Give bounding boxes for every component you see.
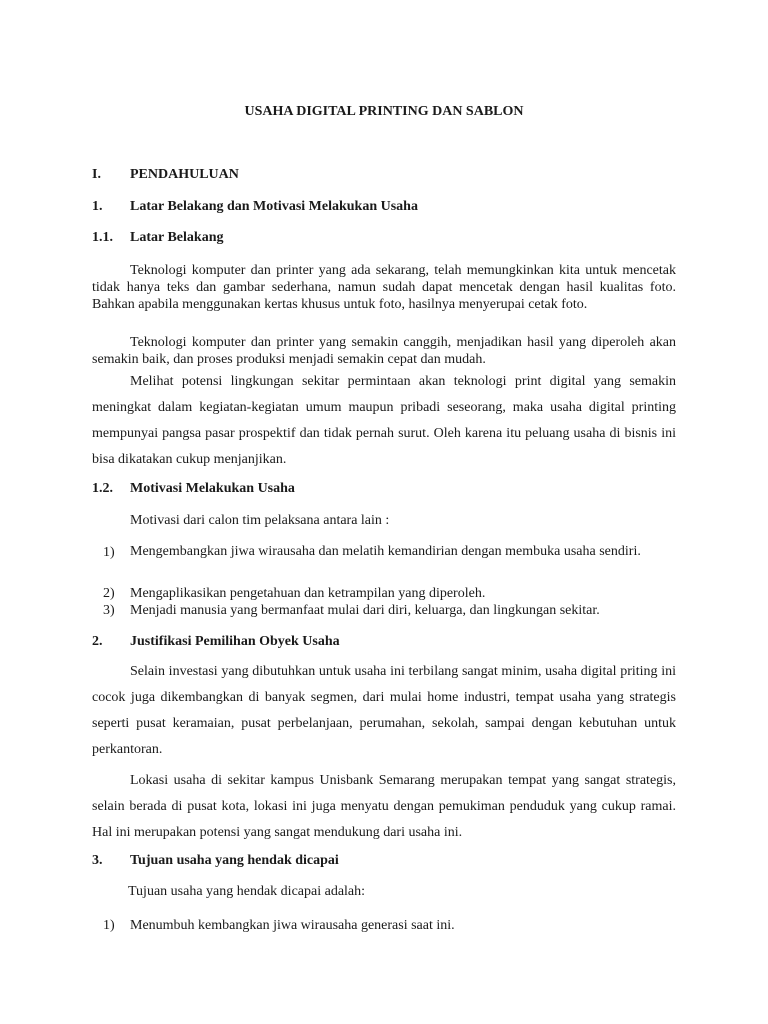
- section-number: 1.: [92, 199, 103, 214]
- section-heading-latar-belakang: Latar Belakang: [130, 230, 224, 245]
- section-number: 1.2.: [92, 481, 113, 496]
- section-number: 1.1.: [92, 230, 113, 245]
- list-item-number: 2): [103, 586, 115, 601]
- paragraph: Teknologi komputer dan printer yang ada sekarang, telah memungkinkan kita untuk mencetak tidak hanya teks dan gambar sederhana, namun sudah dapat mencetak dengan hasil kualitas foto. Bahkan apabila menggunakan kertas khusus untuk foto, hasilnya menyerupai cetak foto.: [92, 263, 676, 312]
- list-item: Menjadi manusia yang bermanfaat mulai dari diri, keluarga, dan lingkungan sekitar.: [130, 603, 600, 618]
- section-number: 2.: [92, 634, 103, 649]
- list-item-number: 3): [103, 603, 115, 618]
- section-heading-motivasi: Motivasi Melakukan Usaha: [130, 481, 295, 496]
- paragraph: Lokasi usaha di sekitar kampus Unisbank Semarang merupakan tempat yang sangat strategis, selain berada di pusat kota, lokasi ini juga menyatu dengan pemukiman penduduk yang cukup ramai. Hal ini merupakan potensi yang sangat mendukung dari usaha ini.: [92, 773, 676, 840]
- list-item: Mengembangkan jiwa wirausaha dan melatih kemandirian dengan membuka usaha sendiri.: [130, 544, 641, 559]
- section-number: 3.: [92, 853, 103, 868]
- section-heading-latar-motivasi: Latar Belakang dan Motivasi Melakukan Usaha: [130, 199, 418, 214]
- paragraph: Motivasi dari calon tim pelaksana antara lain :: [130, 513, 390, 528]
- list-item: Menumbuh kembangkan jiwa wirausaha generasi saat ini.: [130, 918, 455, 933]
- section-heading-tujuan: Tujuan usaha yang hendak dicapai: [130, 853, 339, 868]
- list-item-number: 1): [103, 918, 115, 933]
- paragraph: Selain investasi yang dibutuhkan untuk usaha ini terbilang sangat minim, usaha digital priting ini cocok juga dikembangkan di banyak segmen, dari mulai home industri, tempat usaha yang strategis seperti pusat keramaian, pusat perbelanjaan, perumahan, sekolah, sampai dengan kebutuhan untuk perkantoran.: [92, 664, 676, 757]
- section-number: I.: [92, 167, 101, 182]
- paragraph: Tujuan usaha yang hendak dicapai adalah:: [128, 884, 366, 899]
- paragraph: Melihat potensi lingkungan sekitar permintaan akan teknologi print digital yang semakin meningkat dalam kegiatan-kegiatan umum maupun pribadi seseorang, maka usaha digital printing mempunyai pangsa pasar prospektif dan tidak pernah surut. Oleh karena itu peluang usaha di bisnis ini bisa dikatakan cukup menjanjikan.: [92, 374, 676, 467]
- section-heading-justifikasi: Justifikasi Pemilihan Obyek Usaha: [130, 634, 340, 649]
- document-title: USAHA DIGITAL PRINTING DAN SABLON: [244, 104, 524, 119]
- section-heading-pendahuluan: PENDAHULUAN: [130, 167, 239, 182]
- paragraph: Teknologi komputer dan printer yang semakin canggih, menjadikan hasil yang diperoleh akan semakin baik, dan proses produksi menjadi semakin cepat dan mudah.: [92, 335, 676, 367]
- list-item: Mengaplikasikan pengetahuan dan ketrampilan yang diperoleh.: [130, 586, 486, 601]
- list-item-number: 1): [103, 545, 115, 560]
